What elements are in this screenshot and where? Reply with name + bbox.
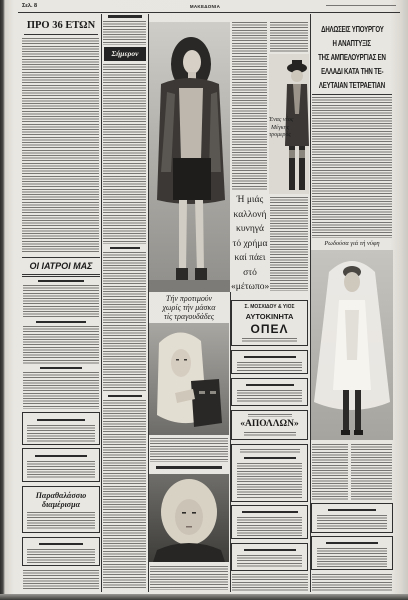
ad-text <box>244 432 296 437</box>
caption-line: Τήν προτιμούν <box>165 294 213 303</box>
classified-ad <box>22 412 100 445</box>
lead-article-headline <box>311 22 393 92</box>
apartment-ad <box>22 486 100 533</box>
caption-line: «μέτωπο» <box>231 282 270 292</box>
section-rule <box>22 257 100 258</box>
mask-photo-image <box>149 323 229 435</box>
apollon-ad-title: «ΑΠΟΛΛΩΝ» <box>240 419 299 429</box>
bride-photo-image <box>311 250 393 440</box>
apollon-ad <box>231 410 308 440</box>
ad-text <box>237 517 302 536</box>
bride-photo <box>311 250 393 440</box>
program-text <box>103 64 146 244</box>
opel-category: ΑΥΤΟΚΙΝΗΤΑ <box>245 312 294 321</box>
man-photo-caption <box>269 117 294 140</box>
classified-ad <box>311 536 393 570</box>
ad-text <box>240 449 300 454</box>
article-text <box>150 566 228 590</box>
article-text <box>351 444 392 500</box>
ad-text <box>27 549 95 563</box>
column-text <box>23 570 99 590</box>
headline-line: ΛΕΥΤΑΙΑΝ ΤΕΤΡΑΕΤΙΑΝ <box>318 80 386 90</box>
feature-photo <box>149 22 230 292</box>
ad-heading-text <box>35 455 87 457</box>
scan-edge <box>0 594 408 600</box>
apartment-ad-title-line1: Παραθαλάσσιο <box>35 491 87 500</box>
feature-photo-image <box>149 22 230 292</box>
doctor-name-text <box>36 321 86 323</box>
program-text <box>103 252 146 392</box>
caption-line: Μέγκης <box>270 124 290 131</box>
ad-text <box>317 515 387 530</box>
ad-heading-text <box>39 543 83 545</box>
section-rule <box>22 276 100 277</box>
classified-ad <box>22 537 100 566</box>
ad-text <box>237 555 302 568</box>
ad-heading-text <box>246 384 294 386</box>
caption-line: τρομερός <box>269 132 291 138</box>
ad-heading-text <box>326 542 378 544</box>
classified-ad <box>311 503 393 533</box>
jacket-photo-caption <box>156 466 222 469</box>
bride-photo-caption: Ρωδούσα γιά τή νύφη <box>324 240 380 247</box>
ad-text <box>237 362 302 371</box>
ad-text <box>27 425 95 442</box>
ad-text <box>237 463 302 498</box>
opel-dealer-ad <box>231 300 308 346</box>
article-text <box>150 438 228 462</box>
classified-ad <box>231 444 308 502</box>
headline-line: ΤΗΣ ΑΜΠΕΛΟΥΡΓΙΑΣ ΕΝ <box>318 52 386 62</box>
ad-heading-text <box>244 356 296 358</box>
classified-ad <box>231 543 308 571</box>
article-text <box>312 574 392 592</box>
program-text <box>103 21 146 45</box>
ad-heading-text <box>244 549 296 551</box>
article-text <box>232 574 308 592</box>
article-text <box>270 197 308 291</box>
history-column-text <box>22 38 99 254</box>
ad-text <box>242 338 297 343</box>
masthead: ΜΑΚΕΔΟΝΙΑ <box>189 4 221 9</box>
caption-line: κυνηγά <box>236 224 264 234</box>
classified-ad <box>231 350 308 374</box>
jacket-photo-image <box>149 474 229 562</box>
article-text <box>312 444 348 500</box>
header-rule <box>18 12 400 13</box>
caption-line: τίς τραγουδάδες <box>163 312 215 321</box>
classified-ad <box>231 505 308 539</box>
caption-line: στό <box>243 267 257 278</box>
opel-brand: ΟΠΕΛ <box>250 322 289 336</box>
heading-rule <box>24 34 98 35</box>
ad-heading-text <box>328 509 376 511</box>
ad-text <box>248 414 292 417</box>
doctors-heading: ΟΙ ΙΑΤΡΟΙ ΜΑΣ <box>29 261 93 271</box>
headline-line: Η ΑΝΑΠΤΥΞΙΣ <box>332 38 372 48</box>
caption-line: καί πάει <box>234 253 266 263</box>
program-subheading <box>108 395 142 397</box>
today-label-box: Σήμερον <box>104 47 146 61</box>
mask-photo <box>149 323 229 435</box>
ad-heading-text <box>37 419 85 421</box>
program-column-heading <box>108 15 142 18</box>
caption-line: καλλονή <box>233 209 267 220</box>
jacket-photo <box>149 474 229 562</box>
caption-line: Ένας νέος <box>269 117 294 123</box>
ad-heading-text <box>242 511 298 513</box>
section-rule <box>22 274 100 275</box>
headline-line: ΔΗΛΩΣΕΙΣ ΥΠΟΥΡΓΟΥ <box>320 24 384 34</box>
opel-dealer-name: Σ. ΜΟΣΧΙΔΟΥ & ΥΙΟΣ <box>244 304 295 310</box>
lead-article-text <box>312 97 392 238</box>
column-rule <box>101 14 102 592</box>
ad-heading-text <box>244 457 296 459</box>
headline-line: ΕΛΛΑΔΙ ΚΑΤΑ ΤΗΝ ΤΕ- <box>320 66 384 76</box>
doctor-listing-text <box>23 326 99 364</box>
header-date-text <box>326 5 396 7</box>
program-text <box>103 400 146 590</box>
doctor-listing-text <box>23 372 99 409</box>
ad-text <box>317 548 387 567</box>
caption-line: Ή μιάς <box>236 195 264 205</box>
ad-text <box>27 512 95 530</box>
program-subheading <box>110 247 140 249</box>
doctor-name-text <box>38 280 84 282</box>
history-column-heading: ΠΡΟ 36 ΕΤΩΝ <box>26 20 96 31</box>
classified-ad <box>231 378 308 406</box>
mask-photo-caption <box>150 294 228 321</box>
caption-line: τό χρήμα <box>232 238 268 249</box>
doctor-listing-text <box>23 285 99 318</box>
doctor-name-text <box>40 367 82 369</box>
feature-photo-caption <box>231 193 269 295</box>
classified-ad <box>22 448 100 482</box>
headline-rule <box>312 94 392 95</box>
apartment-ad-title-line2: διαμέρισμα <box>41 500 80 509</box>
page-number: Σελ. 8 <box>22 3 38 9</box>
ad-text <box>237 390 302 403</box>
feature-article-text <box>232 22 267 190</box>
caption-line: χωρίς τήν μάσκα <box>162 303 216 312</box>
article-text <box>270 22 308 52</box>
ad-text <box>27 461 95 479</box>
